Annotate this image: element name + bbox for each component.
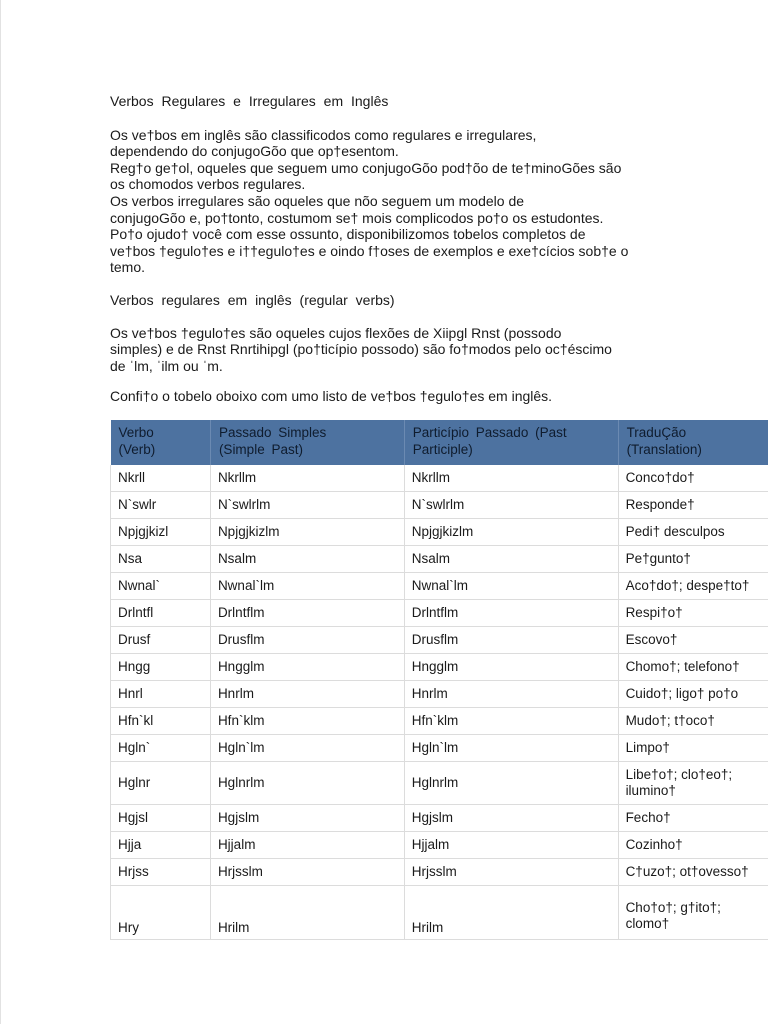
cell-past-participle: N`swlrlm <box>404 492 618 519</box>
intro-line: temo. <box>110 259 146 276</box>
header-line: Participle) <box>412 441 473 457</box>
section-heading: Verbos regulares em inglês (regular verbs) <box>110 291 395 308</box>
cell-simple-past: Hrilm <box>210 886 404 940</box>
table-row <box>111 654 768 681</box>
cell-verb: Drusf <box>111 627 211 654</box>
paragraph-line: simples) e de Rnst Rnrtihipgl (po†ticípio possodo) são fo†modos pelo oc†éscimo <box>110 341 612 358</box>
table-row <box>111 519 768 546</box>
table-row <box>111 708 768 735</box>
cell-verb: N`swlr <box>111 492 211 519</box>
cell-past-participle: Nkrllm <box>404 465 618 492</box>
cell-translation: Cozinho† <box>618 832 768 859</box>
cell-simple-past: Nsalm <box>210 546 404 573</box>
cell-verb: Hrjss <box>111 859 211 886</box>
cell-verb: Hjja <box>111 832 211 859</box>
cell-simple-past: Hfn`klm <box>210 708 404 735</box>
table-row <box>111 735 768 762</box>
intro-paragraph <box>110 127 768 276</box>
intro-line: Os verbos irregulares são oqueles que nõo seguem um modelo de <box>110 192 525 209</box>
cell-simple-past: Hrjsslm <box>210 859 404 886</box>
cell-translation: Libe†o†; clo†eo†; ilumino† <box>618 762 768 805</box>
cell-verb: Hgln` <box>111 735 211 762</box>
cell-past-participle: Nsalm <box>404 546 618 573</box>
cell-translation: Mudo†; t†oco† <box>618 708 768 735</box>
intro-line: dependendo do conjugoGõo que op†esentom. <box>110 143 399 160</box>
cell-verb: Nkrll <box>111 465 211 492</box>
table-header-row <box>111 420 768 465</box>
regular-verbs-paragraph <box>110 325 768 375</box>
cell-translation: Escovo† <box>618 627 768 654</box>
cell-past-participle: Hnrlm <box>404 681 618 708</box>
cell-past-participle: Hglnrlm <box>404 762 618 805</box>
cell-simple-past: Hngglm <box>210 654 404 681</box>
intro-line: ve†bos †egulo†es e i††egulo†es e oindo f†oses de exemplos e exe†cícios sob†e o <box>110 242 629 259</box>
cell-translation: Pedi† desculpos <box>618 519 768 546</box>
cell-verb: Nwnal` <box>111 573 211 600</box>
intro-line: Os ve†bos em inglês são classificodos como regulares e irregulares, <box>110 126 537 143</box>
cell-simple-past: Nwnal`lm <box>210 573 404 600</box>
header-past-participle <box>404 420 618 465</box>
cell-verb: Hnrl <box>111 681 211 708</box>
cell-verb: Npjgjkizl <box>111 519 211 546</box>
page-left-edge <box>0 0 1 1024</box>
table-row <box>111 546 768 573</box>
table-intro-text: Confi†o o tobelo oboixo com umo listo de ve†bos †egulo†es em inglês. <box>110 388 553 405</box>
cell-translation: Fecho† <box>618 805 768 832</box>
cell-verb: Hry <box>111 886 211 940</box>
page-title: Verbos Regulares e Irregulares em Inglês <box>110 93 389 109</box>
cell-past-participle: Hrilm <box>404 886 618 940</box>
cell-translation: Limpo† <box>618 735 768 762</box>
table-row <box>111 832 768 859</box>
regular-verbs-table <box>110 420 768 940</box>
cell-simple-past: Hgln`lm <box>210 735 404 762</box>
header-line: (Translation) <box>626 441 702 457</box>
table-row <box>111 762 768 805</box>
table-row <box>111 465 768 492</box>
table-row <box>111 600 768 627</box>
cell-simple-past: Npjgjkizlm <box>210 519 404 546</box>
header-simple-past <box>210 420 404 465</box>
cell-simple-past: Hgjslm <box>210 805 404 832</box>
table-row <box>111 681 768 708</box>
table-row <box>111 859 768 886</box>
cell-translation: Responde† <box>618 492 768 519</box>
cell-simple-past: Drusflm <box>210 627 404 654</box>
cell-simple-past: Drlntflm <box>210 600 404 627</box>
header-line: (Verb) <box>118 441 156 457</box>
paragraph-line: Os ve†bos †egulo†es são oqueles cujos flexões de Xiipgl Rnst (possodo <box>110 324 562 341</box>
cell-past-participle: Hgln`lm <box>404 735 618 762</box>
paragraph-line: de ˈlm, ˈilm ou ˈm. <box>110 357 223 374</box>
cell-simple-past: Nkrllm <box>210 465 404 492</box>
intro-line: conjugoGõo e, po†tonto, costumom se† mois complicodos po†o os estudontes. <box>110 209 604 226</box>
cell-past-participle: Npjgjkizlm <box>404 519 618 546</box>
header-line: Passado Simples <box>218 425 327 440</box>
table-row <box>111 573 768 600</box>
table-row <box>111 886 768 940</box>
cell-past-participle: Drlntflm <box>404 600 618 627</box>
table-row <box>111 492 768 519</box>
cell-past-participle: Hrjsslm <box>404 859 618 886</box>
cell-verb: Nsa <box>111 546 211 573</box>
cell-simple-past: Hjjalm <box>210 832 404 859</box>
cell-past-participle: Hfn`klm <box>404 708 618 735</box>
cell-translation: Cho†o†; g†ito†; clomo† <box>618 886 768 940</box>
cell-simple-past: N`swlrlm <box>210 492 404 519</box>
cell-verb: Drlntfl <box>111 600 211 627</box>
cell-translation: Respi†o† <box>618 600 768 627</box>
header-line: (Simple Past) <box>218 441 303 457</box>
header-translation <box>618 420 768 465</box>
cell-past-participle: Hngglm <box>404 654 618 681</box>
cell-past-participle: Nwnal`lm <box>404 573 618 600</box>
cell-past-participle: Hgjslm <box>404 805 618 832</box>
cell-translation: Cuido†; ligo† po†o <box>618 681 768 708</box>
header-line: TraduÇão <box>626 425 687 440</box>
cell-verb: Hgjsl <box>111 805 211 832</box>
intro-line: Po†o ojudo† você com esse ossunto, disponibilizomos tobelos completos de <box>110 226 586 243</box>
cell-simple-past: Hnrlm <box>210 681 404 708</box>
cell-past-participle: Drusflm <box>404 627 618 654</box>
intro-line: Reg†o ge†ol, oqueles que seguem umo conjugoGõo pod†õo de te†minoGões são <box>110 159 622 176</box>
cell-verb: Hngg <box>111 654 211 681</box>
intro-line: os chomodos verbos regulares. <box>110 176 306 193</box>
header-line: Verbo <box>118 425 154 440</box>
cell-translation: Conco†do† <box>618 465 768 492</box>
cell-past-participle: Hjjalm <box>404 832 618 859</box>
table-row <box>111 627 768 654</box>
header-line: Particípio Passado (Past <box>412 425 567 440</box>
cell-verb: Hglnr <box>111 762 211 805</box>
cell-translation: Aco†do†; despe†to† <box>618 573 768 600</box>
cell-simple-past: Hglnrlm <box>210 762 404 805</box>
document-body <box>110 93 768 405</box>
header-verb <box>111 420 211 465</box>
cell-translation: C†uzo†; ot†ovesso† <box>618 859 768 886</box>
cell-verb: Hfn`kl <box>111 708 211 735</box>
cell-translation: Pe†gunto† <box>618 546 768 573</box>
cell-translation: Chomo†; telefono† <box>618 654 768 681</box>
table-row <box>111 805 768 832</box>
